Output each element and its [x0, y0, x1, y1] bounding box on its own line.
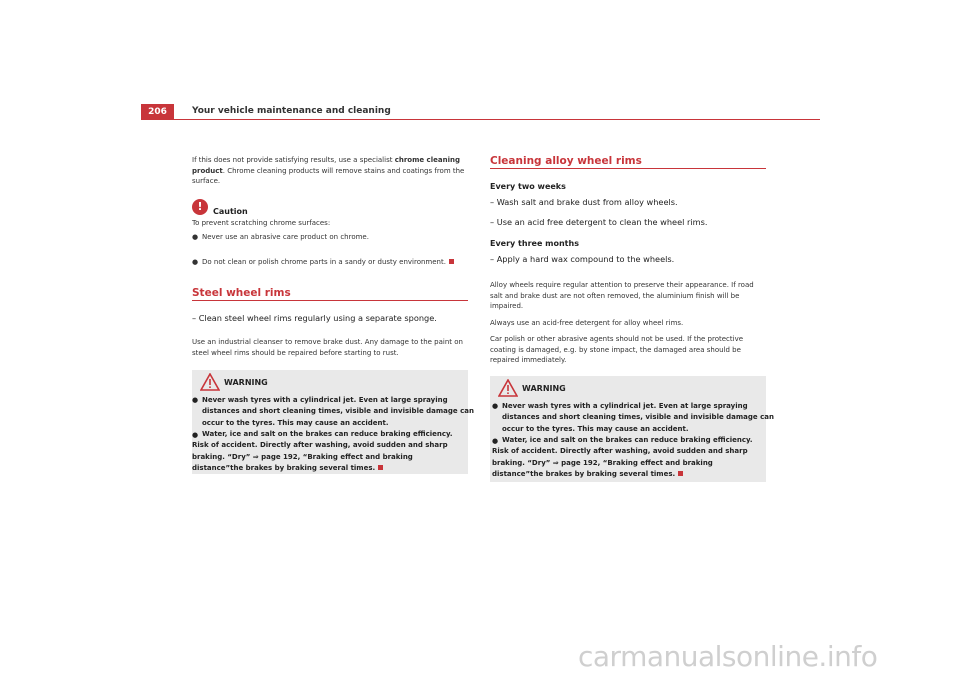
note-paragraph: Alloy wheels require regular attention to preserve their appearance. If road salt and brake dust are not often removed, the aluminium finish will be impaired. — [490, 281, 754, 311]
section-title-steel: Steel wheel rims — [192, 287, 291, 299]
caution-bullet-text: Do not clean or polish chrome parts in a sandy or dusty environment. — [202, 257, 446, 266]
caution-lead: To prevent scratching chrome surfaces: — [192, 219, 331, 227]
intro-text-pre: If this does not provide satisfying results, use a specialist — [192, 156, 395, 164]
warning-bullet-text: ● Water, ice and salt on the brakes can reduce braking efficiency. Risk of accident. Directly after washing, avoid sudden and sharp braking. “Dry” — [492, 436, 753, 467]
warning-bullet: ● Never wash tyres with a cylindrical jet. Even at large spraying distances and short cleaning times, visible and invisible damage can occur to the tyres. This may cause an accident. — [492, 401, 774, 435]
end-marker-icon — [378, 465, 383, 470]
section-title-alloy: Cleaning alloy wheel rims — [490, 155, 642, 167]
warning-triangle-icon — [200, 373, 220, 391]
warning-bullet — [492, 435, 764, 480]
intro-text-post: . Chrome cleaning products will remove stains and coatings from the surface. — [192, 166, 465, 186]
step-item: – Apply a hard wax compound to the wheels. — [490, 254, 675, 264]
note-paragraph: Always use an acid-free detergent for alloy wheel rims. — [490, 319, 684, 327]
section-rule — [490, 168, 766, 169]
intro-paragraph — [192, 155, 468, 187]
warning-bullet: ● Never wash tyres with a cylindrical jet. Even at large spraying distances and short cleaning times, visible and invisible damage can occur to the tyres. This may cause an accident. — [192, 395, 474, 429]
end-marker-icon — [449, 259, 454, 264]
step-item: – Use an acid free detergent to clean the wheel rims. — [490, 217, 708, 227]
page-reference-link[interactable]: ⇒ page 192, “Braking effect and braking distance”the brakes by braking several times. — [192, 452, 413, 472]
header-rule — [174, 119, 820, 120]
warning-triangle-icon — [498, 379, 518, 397]
subheading-two-weeks: Every two weeks — [490, 182, 566, 191]
note-paragraph: Car polish or other abrasive agents should not be used. If the protective coating is damaged, e.g. by stone impact, the damaged area should be repaired immediately. — [490, 335, 744, 365]
warning-title: WARNING — [224, 378, 268, 387]
end-marker-icon — [678, 471, 683, 476]
warning-bullet — [192, 429, 464, 474]
caution-bullet: ● Never use an abrasive care product on chrome. — [192, 232, 468, 243]
page-reference-link[interactable]: ⇒ page 192, “Braking effect and braking distance”the brakes by braking several times. — [492, 458, 713, 478]
watermark: carmanualsonline.info — [578, 640, 878, 673]
warning-box — [490, 376, 774, 482]
caution-bullet — [192, 257, 478, 268]
page-number: 206 — [141, 104, 174, 120]
note-paragraph: Use an industrial cleanser to remove brake dust. Any damage to the paint on steel wheel rims should be repaired before starting to rust. — [192, 338, 463, 357]
step-item: – Clean steel wheel rims regularly using a separate sponge. — [192, 313, 437, 323]
intro-text-bold: chrome cleaning product — [192, 156, 460, 175]
step-item: – Wash salt and brake dust from alloy wheels. — [490, 197, 678, 207]
warning-box — [192, 370, 474, 474]
subheading-three-months: Every three months — [490, 239, 579, 248]
warning-bullet-text: ● Water, ice and salt on the brakes can reduce braking efficiency. Risk of accident. Directly after washing, avoid sudden and sharp braking. “Dry” — [192, 430, 453, 461]
caution-icon: ! — [192, 199, 208, 215]
section-rule — [192, 300, 468, 301]
warning-title: WARNING — [522, 384, 566, 393]
page-title: Your vehicle maintenance and cleaning — [192, 106, 391, 116]
caution-title: Caution — [213, 207, 248, 216]
